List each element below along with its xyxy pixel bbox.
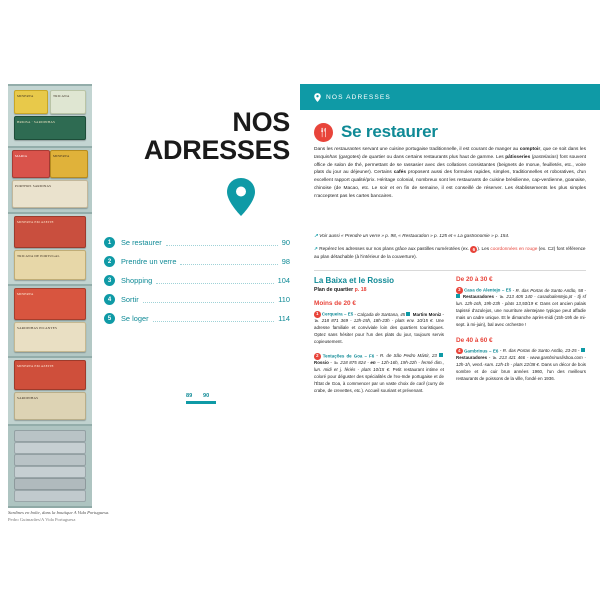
plan-reference-page: p. 18 [354, 287, 367, 293]
status-badge: 4 [456, 348, 463, 355]
cross-reference-note [314, 232, 586, 240]
list-item[interactable] [104, 294, 290, 305]
price-band-heading: De 40 à 60 € [456, 336, 493, 344]
toc-number: 3 [104, 275, 115, 286]
list-item[interactable] [456, 348, 586, 383]
list-item[interactable] [456, 287, 586, 329]
listing-details: - R. de São Pedro Mártir, 23 Rossio - ℡ 218 875 824 - en – 12h-16h, 19h-22h - fermé dim., lun. midi et j. fériés - plats 10/15 €. Petit restaurant intime et coloré pour déguster des spécialités de l'ex-Inde portugaise et de l'État de Goa, à commencer par un vaste choix de caril (curry de crabe, de crevettes, etc.). Accueil souriant et prévenant. [314, 353, 444, 393]
page-title-line1: NOS [232, 107, 290, 137]
listing-details: - Calçada de Santana, 45 Martim Moniz - ℡ 218 871 369 - 12h-15h, 18h-23h - plats env. 10/15 €. Une adresse familiale et conviviale loin des quartiers touristiques. Optez sans hésiter pour l'un des plats du jour, toujours servis copieusement. [314, 311, 445, 345]
toc-label: Prendre un verre [121, 257, 177, 267]
toc-page: 114 [278, 314, 290, 324]
toc-number: 4 [104, 294, 115, 305]
neighbourhood-title: La Baixa et le Rossio [314, 276, 395, 285]
photo-caption [8, 510, 208, 524]
toc-label: Se restaurer [121, 238, 162, 248]
page-title [104, 108, 290, 164]
toc-label: Sortir [121, 295, 139, 305]
tip-note-text: Repérez les adresses sur nos plans grâce aux pastilles numérotées (ex. 6 ). Les coordonnées en rouge (ex. C2) font référence au plan détachable (à l'intérieur de la couverture). [314, 246, 586, 259]
listing-details: - R. das Portas de Santo Antão, 58 - Restauradores - ℡ 213 405 140 - casadoalentejo.pt - tlj sf lun. 12h-16h, 19h-23h - plats 13,50/19 €. Dans cet ancien palais tapissé d'azulejos, une nourriture alentejane typique peut affadie mais un cadre unique. Et le dimanche après-midi (15h-19h de mi-sept. à mi-juin), bal avec orchestre ! [456, 287, 586, 327]
arrow-icon: ↗ [314, 246, 318, 251]
list-item[interactable] [314, 311, 444, 346]
toc-page: 110 [278, 295, 290, 305]
price-band-heading: Moins de 20 € [314, 300, 356, 307]
map-pin-icon [226, 178, 256, 216]
list-item[interactable] [314, 353, 444, 395]
toc-page: 90 [281, 238, 290, 248]
pin-illustration [104, 178, 290, 221]
toc-page: 98 [281, 257, 290, 267]
toc-leader [143, 295, 275, 303]
fork-knife-icon [314, 123, 333, 142]
listing-name: Casa do Alentejo – E5 [464, 287, 512, 293]
divider [314, 270, 586, 271]
listings-column-2 [456, 276, 586, 402]
map-pin-icon [314, 93, 321, 102]
tip-note [314, 245, 586, 261]
toc-number: 5 [104, 313, 115, 324]
book-spread [0, 84, 600, 522]
table-of-contents [104, 237, 290, 324]
toc-label: Se loger [121, 314, 149, 324]
toc-leader [180, 257, 277, 265]
numbered-pin-chip: 6 [470, 246, 477, 253]
folio-right: 90 [203, 393, 210, 399]
toc-leader [156, 276, 273, 284]
left-page-content [104, 108, 290, 332]
page-title-line2: ADRESSES [143, 135, 290, 166]
left-page [0, 84, 300, 522]
running-header-title: NOS ADRESSES [326, 93, 391, 101]
photo-credit: Pedro Guimarães/A Vida Portuguesa [8, 516, 76, 522]
photo-caption-text: Sardines en boîte, dans la boutique A Vida Portuguesa. [8, 510, 110, 515]
list-item[interactable] [104, 237, 290, 248]
status-badge: 1 [314, 311, 321, 318]
toc-leader [166, 238, 278, 246]
list-item[interactable] [104, 313, 290, 324]
running-header [300, 84, 600, 110]
price-band-heading: De 20 à 30 € [456, 276, 493, 283]
listing-name: Cerqueira – E5 [321, 311, 354, 317]
list-item[interactable] [104, 275, 290, 286]
intro-paragraph: Dans les restaurantes servant une cuisine portugaise traditionnelle, il est courant de manger au comptoir, que ce soit dans les tasquinhas (gargotes) de quartier ou dans certains restaurants plus haut de gamme. Les pâtisseries (pastelarias) font souvent office de salon de thé, permettant de se rassasier avec des collations consistantes (beignets de morue, feuilletés, etc., voire plats du jour au déjeuner). Certains cafés proposent aussi des formules rapides, simples, traditionnelles et roboratives, d'un excellent rapport qualité/prix. Héritage colonial, nombreux sont les restaurants de cuisine brésilienne, cap-verdienne, goanaise, chinoise (de Macao, etc. Le soir et en fin de semaine, il est conseillé de réserver. Les établissements les plus simples n'acceptent pas les cartes bancaires. [314, 147, 586, 199]
listing-name: Tentações de Goa – F6 [322, 353, 375, 359]
toc-number: 1 [104, 237, 115, 248]
folio-left: 89 [186, 393, 193, 399]
toc-page: 104 [277, 276, 290, 286]
listings-column-1 [314, 276, 444, 402]
sardine-tins-photo: MINERVA TRICANA BRIOSA · SARDINHAS MARIA MINERVA PORTHOS SARDINAS MINERVA EM AZEITE TRICANA DE PORTUGAL MINERVA SARDINHAS PICANTES MINERVA EM AZEITE SARDINHAS [8, 84, 92, 504]
plan-reference-label: Plan de quartier [314, 287, 355, 293]
listing-name: Gambrinus – E6 [464, 348, 499, 354]
folio-bar [186, 401, 216, 404]
list-item[interactable] [104, 256, 290, 267]
arrow-icon: ↗ [314, 233, 318, 238]
right-page [300, 84, 600, 504]
section-heading [314, 122, 438, 142]
status-badge: 2 [314, 353, 321, 360]
plan-reference[interactable] [314, 287, 444, 293]
cross-reference-text: Voir aussi « Prendre un verre » p. 98, « Restauration » p. 125 et « La gastronomie » p. 154. [319, 233, 510, 238]
section-title: Se restaurer [341, 122, 438, 141]
toc-leader [153, 314, 275, 322]
listing-details: - R. das Portas de Santo Antão, 23-25 - Restauradores - ℡ 213 421 466 - www.gambrinuslisboa.com - 12h-1h, vend.-sam. 12h-1h - plats 22/38 €. Dans un décor de bois sombre et de cuir brun années 1960, l'un des meilleurs restaurants de poissons de la ville, fondé en 1936. [456, 348, 586, 381]
status-badge: 3 [456, 287, 463, 294]
listings-columns [314, 276, 586, 402]
toc-number: 2 [104, 256, 115, 267]
toc-label: Shopping [121, 276, 153, 286]
